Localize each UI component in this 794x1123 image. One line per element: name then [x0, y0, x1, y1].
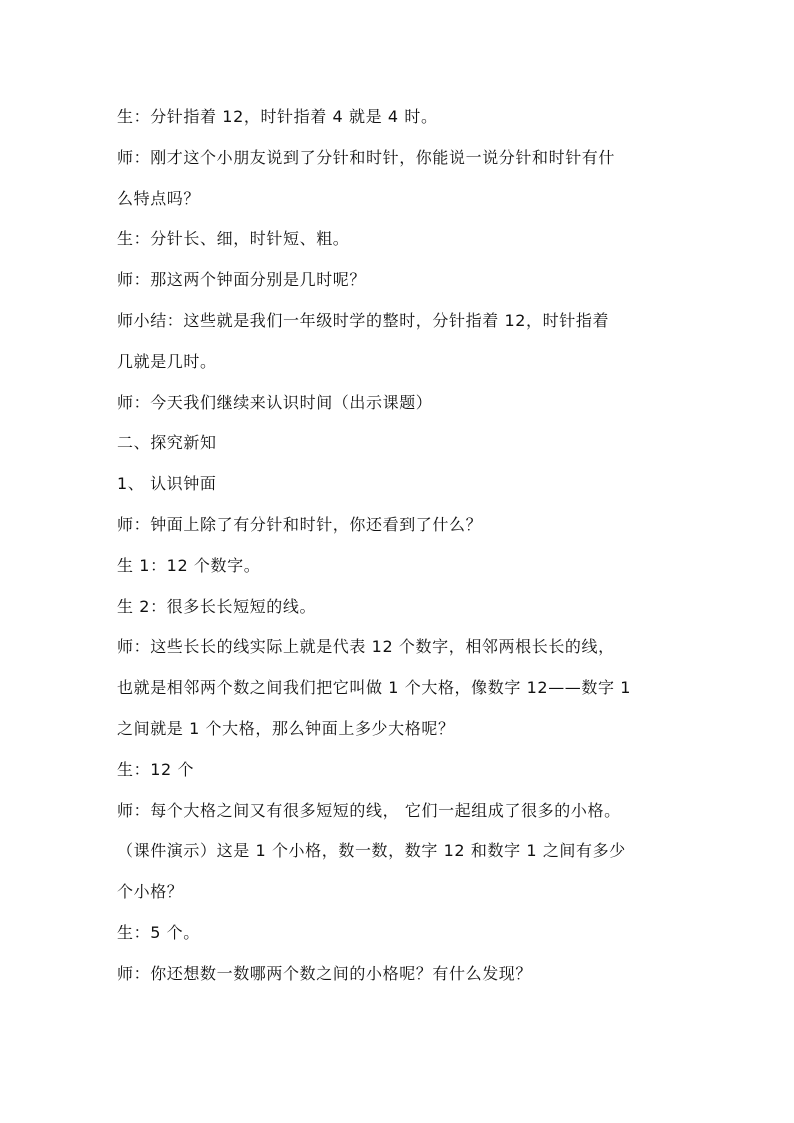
- text-line: 生：12 个: [117, 759, 195, 779]
- document-body: [117, 97, 693, 995]
- text-line: 生：分针长、细，时针短、粗。: [117, 229, 350, 249]
- text-line: 个小格？: [117, 882, 184, 902]
- text-line: 师：每个大格之间又有很多短短的线， 它们一起组成了很多的小格。: [117, 800, 621, 820]
- text-line: 师：你还想数一数哪两个数之间的小格呢？有什么发现？: [117, 963, 533, 983]
- text-line: 么特点吗？: [117, 188, 201, 208]
- text-line: 师：今天我们继续来认识时间（出示课题）: [117, 392, 433, 412]
- text-line: 生 1：12 个数字。: [117, 555, 261, 575]
- text-line: 师：钟面上除了有分针和时针，你还看到了什么？: [117, 514, 483, 534]
- text-line: 也就是相邻两个数之间我们把它叫做 1 个大格，像数字 12——数字 1: [117, 678, 632, 698]
- subsection-heading: 1、 认识钟面: [117, 474, 217, 494]
- text-line: 生：5 个。: [117, 922, 200, 942]
- text-line: 生：分针指着 12，时针指着 4 就是 4 时。: [117, 107, 438, 126]
- text-line: 师：那这两个钟面分别是几时呢？: [117, 270, 367, 290]
- text-line: 师：刚才这个小朋友说到了分针和时针，你能说一说分针和时针有什: [117, 147, 616, 167]
- text-line: 师：这些长长的线实际上就是代表 12 个数字，相邻两根长长的线，: [117, 637, 615, 657]
- text-line: 几就是几时。: [117, 351, 217, 371]
- text-line: 师小结：这些就是我们一年级时学的整时，分针指着 12，时针指着: [117, 310, 610, 330]
- text-line: 生 2：很多长长短短的线。: [117, 596, 317, 616]
- section-heading: 二、探究新知: [117, 433, 217, 453]
- text-line: （课件演示）这是 1 个小格，数一数，数字 12 和数字 1 之间有多少: [117, 841, 626, 861]
- text-line: 之间就是 1 个大格，那么钟面上多少大格呢？: [117, 718, 455, 738]
